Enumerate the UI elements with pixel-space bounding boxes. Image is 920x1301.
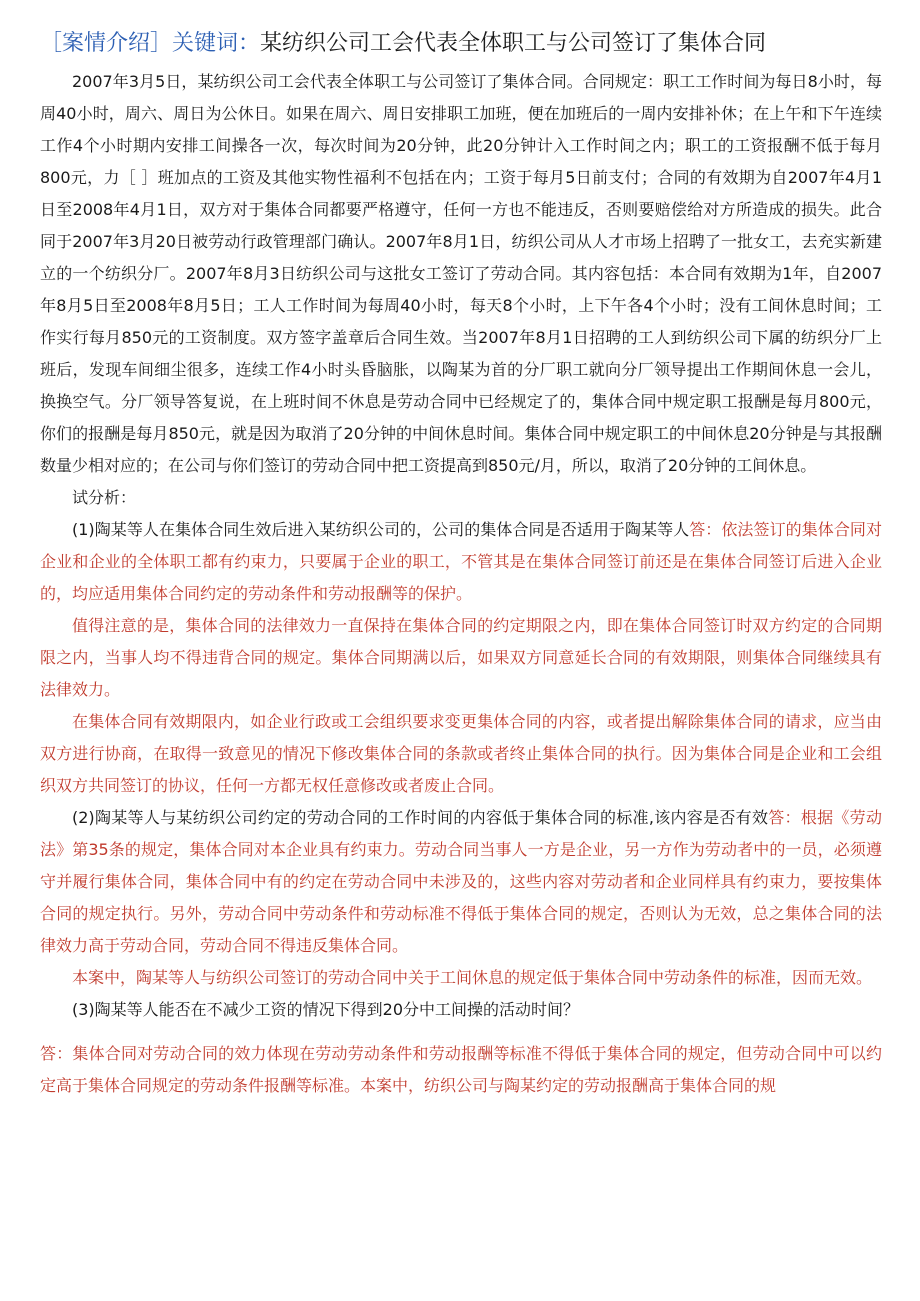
title-keyword-label: 关键词： [172,31,261,56]
page-title [40,26,882,62]
question-1-text: (1)陶某等人在集体合同生效后进入某纺织公司的，公司的集体合同是否适用于陶某等人 [72,520,690,539]
answer-1-paragraph-3: 在集体合同有效期限内，如企业行政或工会组织要求变更集体合同的内容，或者提出解除集体合同的请求，应当由双方进行协商，在取得一致意见的情况下修改集体合同的条款或者终止集体合同的执行。因为集体合同是企业和工会组织双方共同签订的协议，任何一方都无权任意修改或者废止合同。 [40,712,882,795]
spacer [40,1026,882,1038]
document-page [40,26,882,1102]
answer-2-text: 答：根据《劳动法》第35条的规定，集体合同对本企业具有约束力。劳动合同当事人一方是企业，另一方作为劳动者中的一员，必须遵守并履行集体合同，集体合同中有的约定在劳动合同中未涉及的，这些内容对劳动者和企业同样具有约束力，要按集体合同的规定执行。另外，劳动合同中劳动条件和劳动标准不得低于集体合同的规定，否则认为无效，总之集体合同的法律效力高于劳动合同，劳动合同不得违反集体合同。 [40,808,882,955]
question-2-text: (2)陶某等人与某纺织公司约定的劳动合同的工作时间的内容低于集体合同的标准,该内容是否有效 [72,808,769,827]
answer-1-text: 答：依法签订的集体合同对企业和企业的全体职工都有约束力，只要属于企业的职工，不管其是在集体合同签订前还是在集体合同签订后进入企业的，均应适用集体合同约定的劳动条件和劳动报酬等的保护。 [40,520,882,603]
title-tag: ［案情介绍］ [40,31,173,56]
question-3: (3)陶某等人能否在不减少工资的情况下得到20分中工间操的活动时间？ [72,1000,580,1019]
question-2 [40,802,882,962]
question-1 [40,514,882,610]
analysis-label: 试分析： [72,488,137,507]
answer-1-paragraph-2: 值得注意的是，集体合同的法律效力一直保持在集体合同的约定期限之内，即在集体合同签订时双方约定的合同期限之内，当事人均不得违背合同的规定。集体合同期满以后，如果双方同意延长合同的有效期限，则集体合同继续具有法律效力。 [40,616,882,699]
case-paragraph: 2007年3月5日，某纺织公司工会代表全体职工与公司签订了集体合同。合同规定：职工工作时间为每日8小时，每周40小时，周六、周日为公休日。如果在周六、周日安排职工加班，便在加班后的一周内安排补休；在上午和下午连续工作4个小时期内安排工间操各一次，每次时间为20分钟，此20分钟计入工作时间之内；职工的工资报酬不低于每月800元，力［ ］班加点的工资及其他实物性福利不包括在内；工资于每月5日前支付；合同的有效期为自2007年4月1日至2008年4月1日，双方对于集体合同都要严格遵守，任何一方也不能违反，否则要赔偿给对方所造成的损失。此合同于2007年3月20日被劳动行政管理部门确认。2007年8月1日，纺织公司从人才市场上招聘了一批女工，去充实新建立的一个纺织分厂。2007年8月3日纺织公司与这批女工签订了劳动合同。其内容包括：本合同有效期为1年，自2007年8月5日至2008年8月5日；工人工作时间为每周40小时，每天8个小时，上下午各4个小时；没有工间休息时间；工作实行每月850元的工资制度。双方签字盖章后合同生效。当2007年8月1日招聘的工人到纺织公司下属的纺织分厂上班后，发现车间细尘很多，连续工作4小时头昏脑胀，以陶某为首的分厂职工就向分厂领导提出工作期间休息一会儿，换换空气。分厂领导答复说，在上班时间不休息是劳动合同中已经规定了的，集体合同中规定职工报酬是每月800元，你们的报酬是每月850元，就是因为取消了20分钟的中间休息时间。集体合同中规定职工的中间休息20分钟是与其报酬数量少相对应的；在公司与你们签订的劳动合同中把工资提高到850元/月，所以，取消了20分钟的工间休息。 [40,72,882,475]
answer-3-text: 答：集体合同对劳动合同的效力体现在劳动劳动条件和劳动报酬等标准不得低于集体合同的规定，但劳动合同中可以约定高于集体合同规定的劳动条件报酬等标准。本案中，纺织公司与陶某约定的劳动报酬高于集体合同的规 [40,1044,882,1095]
answer-2-paragraph-2: 本案中，陶某等人与纺织公司签订的劳动合同中关于工间休息的规定低于集体合同中劳动条件的标准，因而无效。 [72,968,873,987]
title-main: 某纺织公司工会代表全体职工与公司签订了集体合同 [260,31,767,56]
